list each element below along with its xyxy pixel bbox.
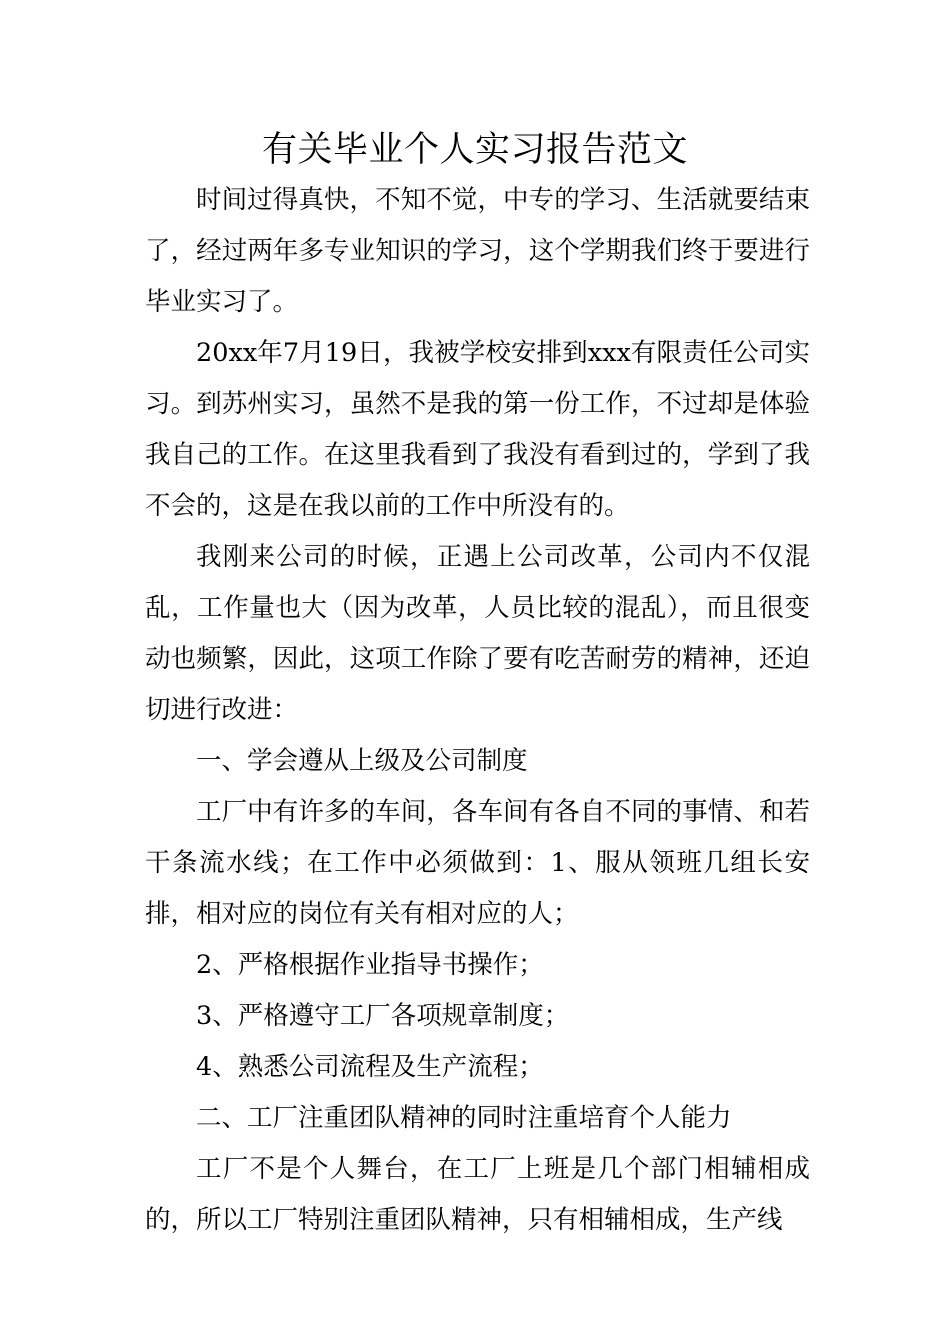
list-item-3: 3、严格遵守工厂各项规章制度； — [196, 1001, 570, 1031]
section-heading-1: 一、学会遵从上级及公司制度 — [196, 746, 528, 776]
list-item-2: 2、严格根据作业指导书操作； — [196, 950, 544, 980]
document-body — [145, 175, 810, 1246]
paragraph-teamwork: 工厂不是个人舞台，在工厂上班是几个部门相辅相成的，所以工厂特别注重团队精神，只有相辅相成，生产线 — [145, 1154, 810, 1235]
paragraph-assignment: 20xx年7月19日，我被学校安排到xxx有限责任公司实习。到苏州实习，虽然不是我的第一份工作，不过却是体验我自己的工作。在这里我看到了我没有看到过的，学到了我不会的，这是在我以前的工作中所没有的。 — [145, 338, 810, 521]
paragraph-workshops: 工厂中有许多的车间，各车间有各自不同的事情、和若干条流水线；在工作中必须做到：1、服从领班几组长安排，相对应的岗位有关有相对应的人； — [145, 797, 810, 929]
paragraph-company-reform: 我刚来公司的时候，正遇上公司改革，公司内不仅混乱，工作量也大（因为改革，人员比较的混乱），而且很变动也频繁，因此，这项工作除了要有吃苦耐劳的精神，还迫切进行改进： — [145, 542, 810, 725]
list-item-4: 4、熟悉公司流程及生产流程； — [196, 1052, 544, 1082]
document-title: 有关毕业个人实习报告范文 — [261, 130, 688, 170]
section-heading-2: 二、工厂注重团队精神的同时注重培育个人能力 — [196, 1103, 732, 1133]
paragraph-intro: 时间过得真快，不知不觉，中专的学习、生活就要结束了，经过两年多专业知识的学习，这个学期我们终于要进行毕业实习了。 — [145, 185, 810, 317]
